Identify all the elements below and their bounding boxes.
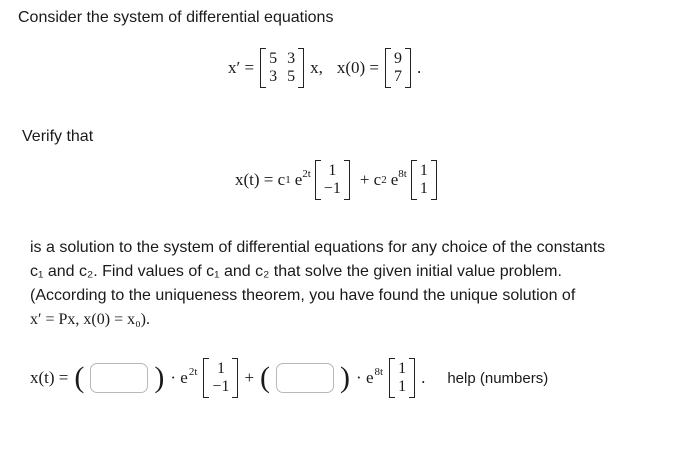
c1-subscript: 1: [285, 174, 291, 186]
c2-subscript: 2: [381, 174, 387, 186]
initial-condition-label: x(0) =: [336, 58, 379, 77]
matrix-cell: 3: [269, 68, 278, 85]
vector-cell: 9: [393, 50, 402, 67]
intro-text: Consider the system of differential equations: [18, 9, 334, 26]
paragraph-line: c₁ and c₂. Find values of c₁ and c₂ that solve the given initial value problem.: [30, 263, 562, 280]
system-after-matrix: x,: [310, 58, 323, 77]
vector-cell: −1: [323, 180, 341, 197]
vector-cell: 1: [328, 162, 337, 179]
solution-lhs: x(t) = c: [235, 170, 286, 189]
times-exp: · e: [356, 368, 374, 387]
answer-vector-2: [389, 358, 415, 398]
answer-plus: +: [244, 368, 255, 387]
vector-cell: 1: [216, 360, 225, 377]
initial-condition-vector: [385, 48, 411, 88]
answer-end: .: [421, 368, 426, 387]
eigenvector-1: [315, 160, 350, 200]
system-equation: [228, 48, 421, 88]
exp-base: e: [294, 170, 303, 189]
vector-cell: 1: [398, 378, 407, 395]
vector-cell: 1: [419, 162, 428, 179]
open-paren: (: [260, 361, 271, 394]
close-paren: ): [154, 361, 165, 394]
answer-vector-1: [203, 358, 238, 398]
matrix-cell: 5: [269, 50, 278, 67]
answer-row: [30, 358, 548, 398]
vector-cell: −1: [212, 378, 230, 395]
matrix-cell: 5: [287, 68, 296, 85]
answer-lhs: x(t) =: [30, 368, 69, 387]
close-paren: ): [340, 361, 351, 394]
system-end: .: [416, 58, 422, 77]
coefficient-matrix: [260, 48, 304, 88]
solution-plus: + c: [359, 170, 382, 189]
exponent-1: 2t: [302, 168, 311, 180]
system-lhs: x′ =: [228, 58, 255, 77]
c2-answer-input[interactable]: [276, 363, 334, 393]
times-exp: · e: [170, 368, 188, 387]
eigenvector-2: [411, 160, 437, 200]
vector-cell: 1: [398, 360, 407, 377]
instructions-paragraph: [30, 236, 605, 332]
matrix-cell: 3: [287, 50, 296, 67]
exp-base: e: [390, 170, 399, 189]
answer-exponent-1: 2t: [188, 366, 198, 378]
verify-label: Verify that: [22, 128, 94, 145]
paragraph-line: (According to the uniqueness theorem, you have found the unique solution of: [30, 287, 576, 304]
paragraph-line: is a solution to the system of differential equations for any choice of the constants: [30, 239, 606, 256]
general-solution: [235, 160, 437, 200]
c1-answer-input[interactable]: [90, 363, 148, 393]
help-numbers-link[interactable]: help (numbers): [447, 369, 549, 387]
answer-exponent-2: 8t: [374, 366, 384, 378]
paragraph-line: x′ = Px, x(0) = x₀).: [30, 311, 151, 328]
vector-cell: 7: [393, 68, 402, 85]
vector-cell: 1: [419, 180, 428, 197]
open-paren: (: [74, 361, 85, 394]
exponent-2: 8t: [398, 168, 407, 180]
